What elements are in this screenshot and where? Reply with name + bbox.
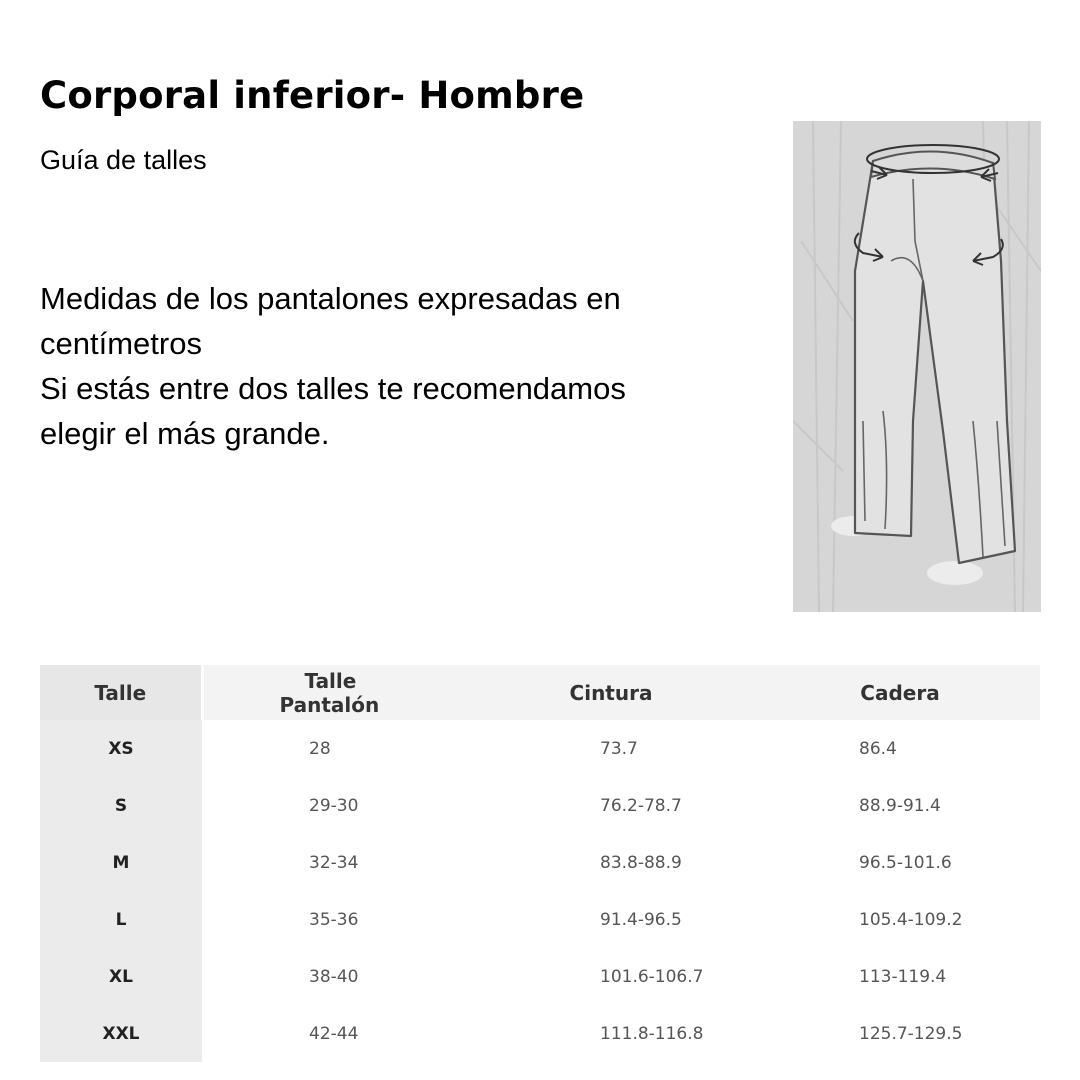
- cell-cadera: 125.7-129.5: [859, 1023, 963, 1044]
- table-row: [40, 1005, 1040, 1062]
- page-subtitle: Guía de talles: [40, 145, 207, 175]
- table-row: [40, 720, 1040, 777]
- page-title: Corporal inferior- Hombre: [40, 74, 585, 117]
- cell-cadera: 88.9-91.4: [859, 795, 941, 816]
- size-table: [40, 665, 1040, 1062]
- cell-cadera: 105.4-109.2: [859, 909, 963, 930]
- size-guide-description: [40, 276, 740, 456]
- header-cadera: Cadera: [760, 665, 1040, 720]
- cell-cintura: 111.8-116.8: [600, 1023, 704, 1044]
- pants-illustration: [793, 121, 1041, 612]
- cell-talle: L: [40, 891, 202, 948]
- description-line: Si estás entre dos talles te recomendamos: [40, 371, 626, 406]
- description-line: centímetros: [40, 326, 202, 361]
- cell-pantalon: 35-36: [309, 909, 359, 930]
- table-row: [40, 891, 1040, 948]
- cell-pantalon: 32-34: [309, 852, 359, 873]
- cell-cintura: 101.6-106.7: [600, 966, 704, 987]
- cell-cintura: 73.7: [600, 738, 638, 759]
- description-line: elegir el más grande.: [40, 416, 330, 451]
- header-talle: Talle: [40, 665, 202, 720]
- cell-talle: M: [40, 834, 202, 891]
- table-row: [40, 777, 1040, 834]
- table-header-row: [40, 665, 1040, 720]
- cell-talle: XS: [40, 720, 202, 777]
- cell-cadera: 86.4: [859, 738, 897, 759]
- cell-talle: XXL: [40, 1005, 202, 1062]
- cell-pantalon: 42-44: [309, 1023, 359, 1044]
- cell-talle: XL: [40, 948, 202, 1005]
- description-line: Medidas de los pantalones expresadas en: [40, 281, 621, 316]
- pants-measurement-icon: [793, 121, 1041, 612]
- cell-cadera: 113-119.4: [859, 966, 947, 987]
- table-row: [40, 948, 1040, 1005]
- cell-pantalon: 29-30: [309, 795, 359, 816]
- header-cintura: Cintura: [462, 665, 760, 720]
- header-talle-pantalon: [202, 665, 462, 720]
- table-row: [40, 834, 1040, 891]
- cell-cadera: 96.5-101.6: [859, 852, 952, 873]
- cell-cintura: 91.4-96.5: [600, 909, 682, 930]
- cell-cintura: 83.8-88.9: [600, 852, 682, 873]
- header-talle-pantalon-line2: Pantalón: [279, 692, 380, 717]
- cell-pantalon: 38-40: [309, 966, 359, 987]
- header-talle-pantalon-line1: Talle: [304, 668, 357, 693]
- cell-cintura: 76.2-78.7: [600, 795, 682, 816]
- cell-talle: S: [40, 777, 202, 834]
- cell-pantalon: 28: [309, 738, 331, 759]
